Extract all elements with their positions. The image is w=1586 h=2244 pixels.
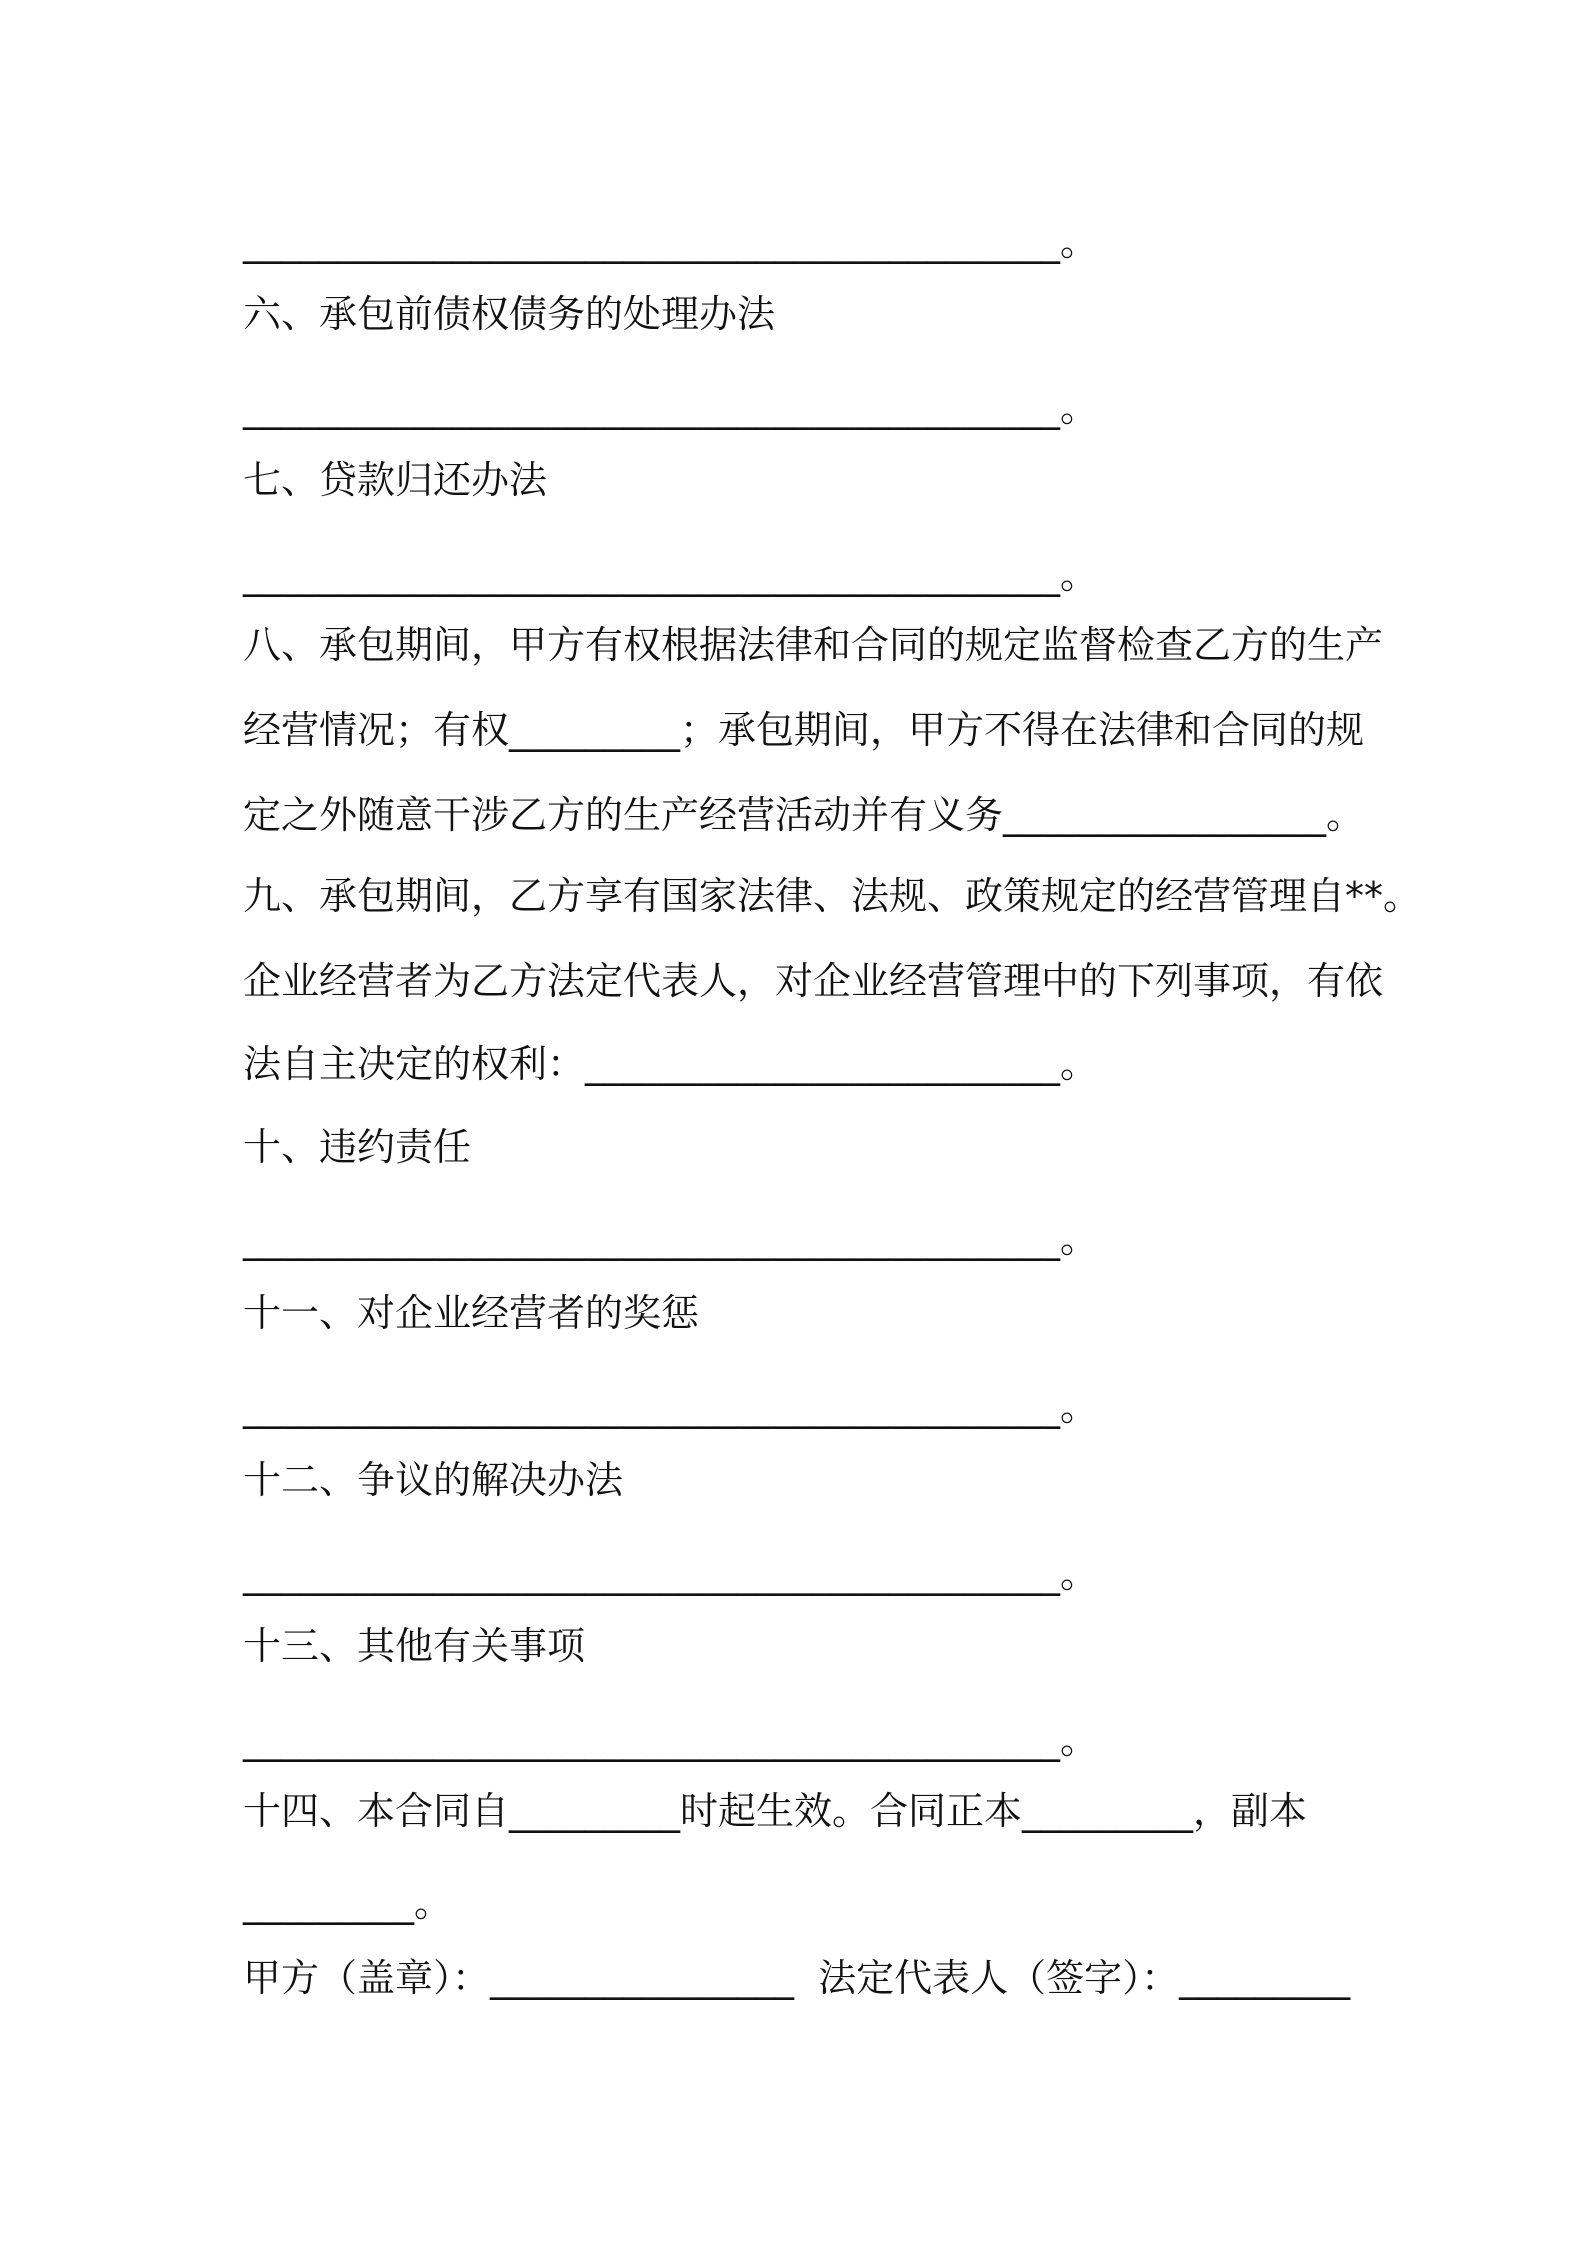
section-11-heading: 十一、对企业经营者的奖惩 bbox=[243, 1291, 700, 1335]
section-9-line-2: 企业经营者为乙方法定代表人，对企业经营管理中的下列事项，有依 bbox=[243, 959, 1384, 1003]
blank-line-6: ___________________________________________。 bbox=[243, 386, 1099, 430]
signature-line: 甲方（盖章）：________________ 法定代表人（签字）：_________ bbox=[243, 1956, 1351, 2000]
section-8-line-2: 经营情况；有权_________；承包期间，甲方不得在法律和合同的规 bbox=[243, 708, 1365, 752]
blank-line-10: ___________________________________________。 bbox=[243, 1217, 1099, 1261]
section-12-heading: 十二、争议的解决办法 bbox=[243, 1458, 624, 1502]
section-13-heading: 十三、其他有关事项 bbox=[243, 1624, 586, 1668]
section-8-line-3: 定之外随意干涉乙方的生产经营活动并有义务_________________。 bbox=[243, 793, 1365, 837]
section-14-line-2: _________。 bbox=[243, 1881, 453, 1925]
blank-line-11: ___________________________________________。 bbox=[243, 1385, 1099, 1429]
section-8-line-1: 八、承包期间，甲方有权根据法律和合同的规定监督检查乙方的生产 bbox=[243, 623, 1384, 667]
section-6-heading: 六、承包前债权债务的处理办法 bbox=[243, 292, 776, 336]
section-7-heading: 七、贷款归还办法 bbox=[243, 458, 548, 502]
blank-line-12: ___________________________________________。 bbox=[243, 1552, 1099, 1596]
section-14-line-1: 十四、本合同自_________时起生效。合同正本_________，副本 bbox=[243, 1789, 1308, 1833]
blank-line-5: ___________________________________________。 bbox=[243, 220, 1099, 264]
section-9-line-1: 九、承包期间，乙方享有国家法律、法规、政策规定的经营管理自**。 bbox=[243, 874, 1422, 918]
blank-line-7: ___________________________________________。 bbox=[243, 553, 1099, 597]
blank-line-13: ___________________________________________。 bbox=[243, 1718, 1099, 1762]
section-10-heading: 十、违约责任 bbox=[243, 1125, 472, 1169]
section-9-line-3: 法自主决定的权利：_________________________。 bbox=[243, 1042, 1099, 1086]
